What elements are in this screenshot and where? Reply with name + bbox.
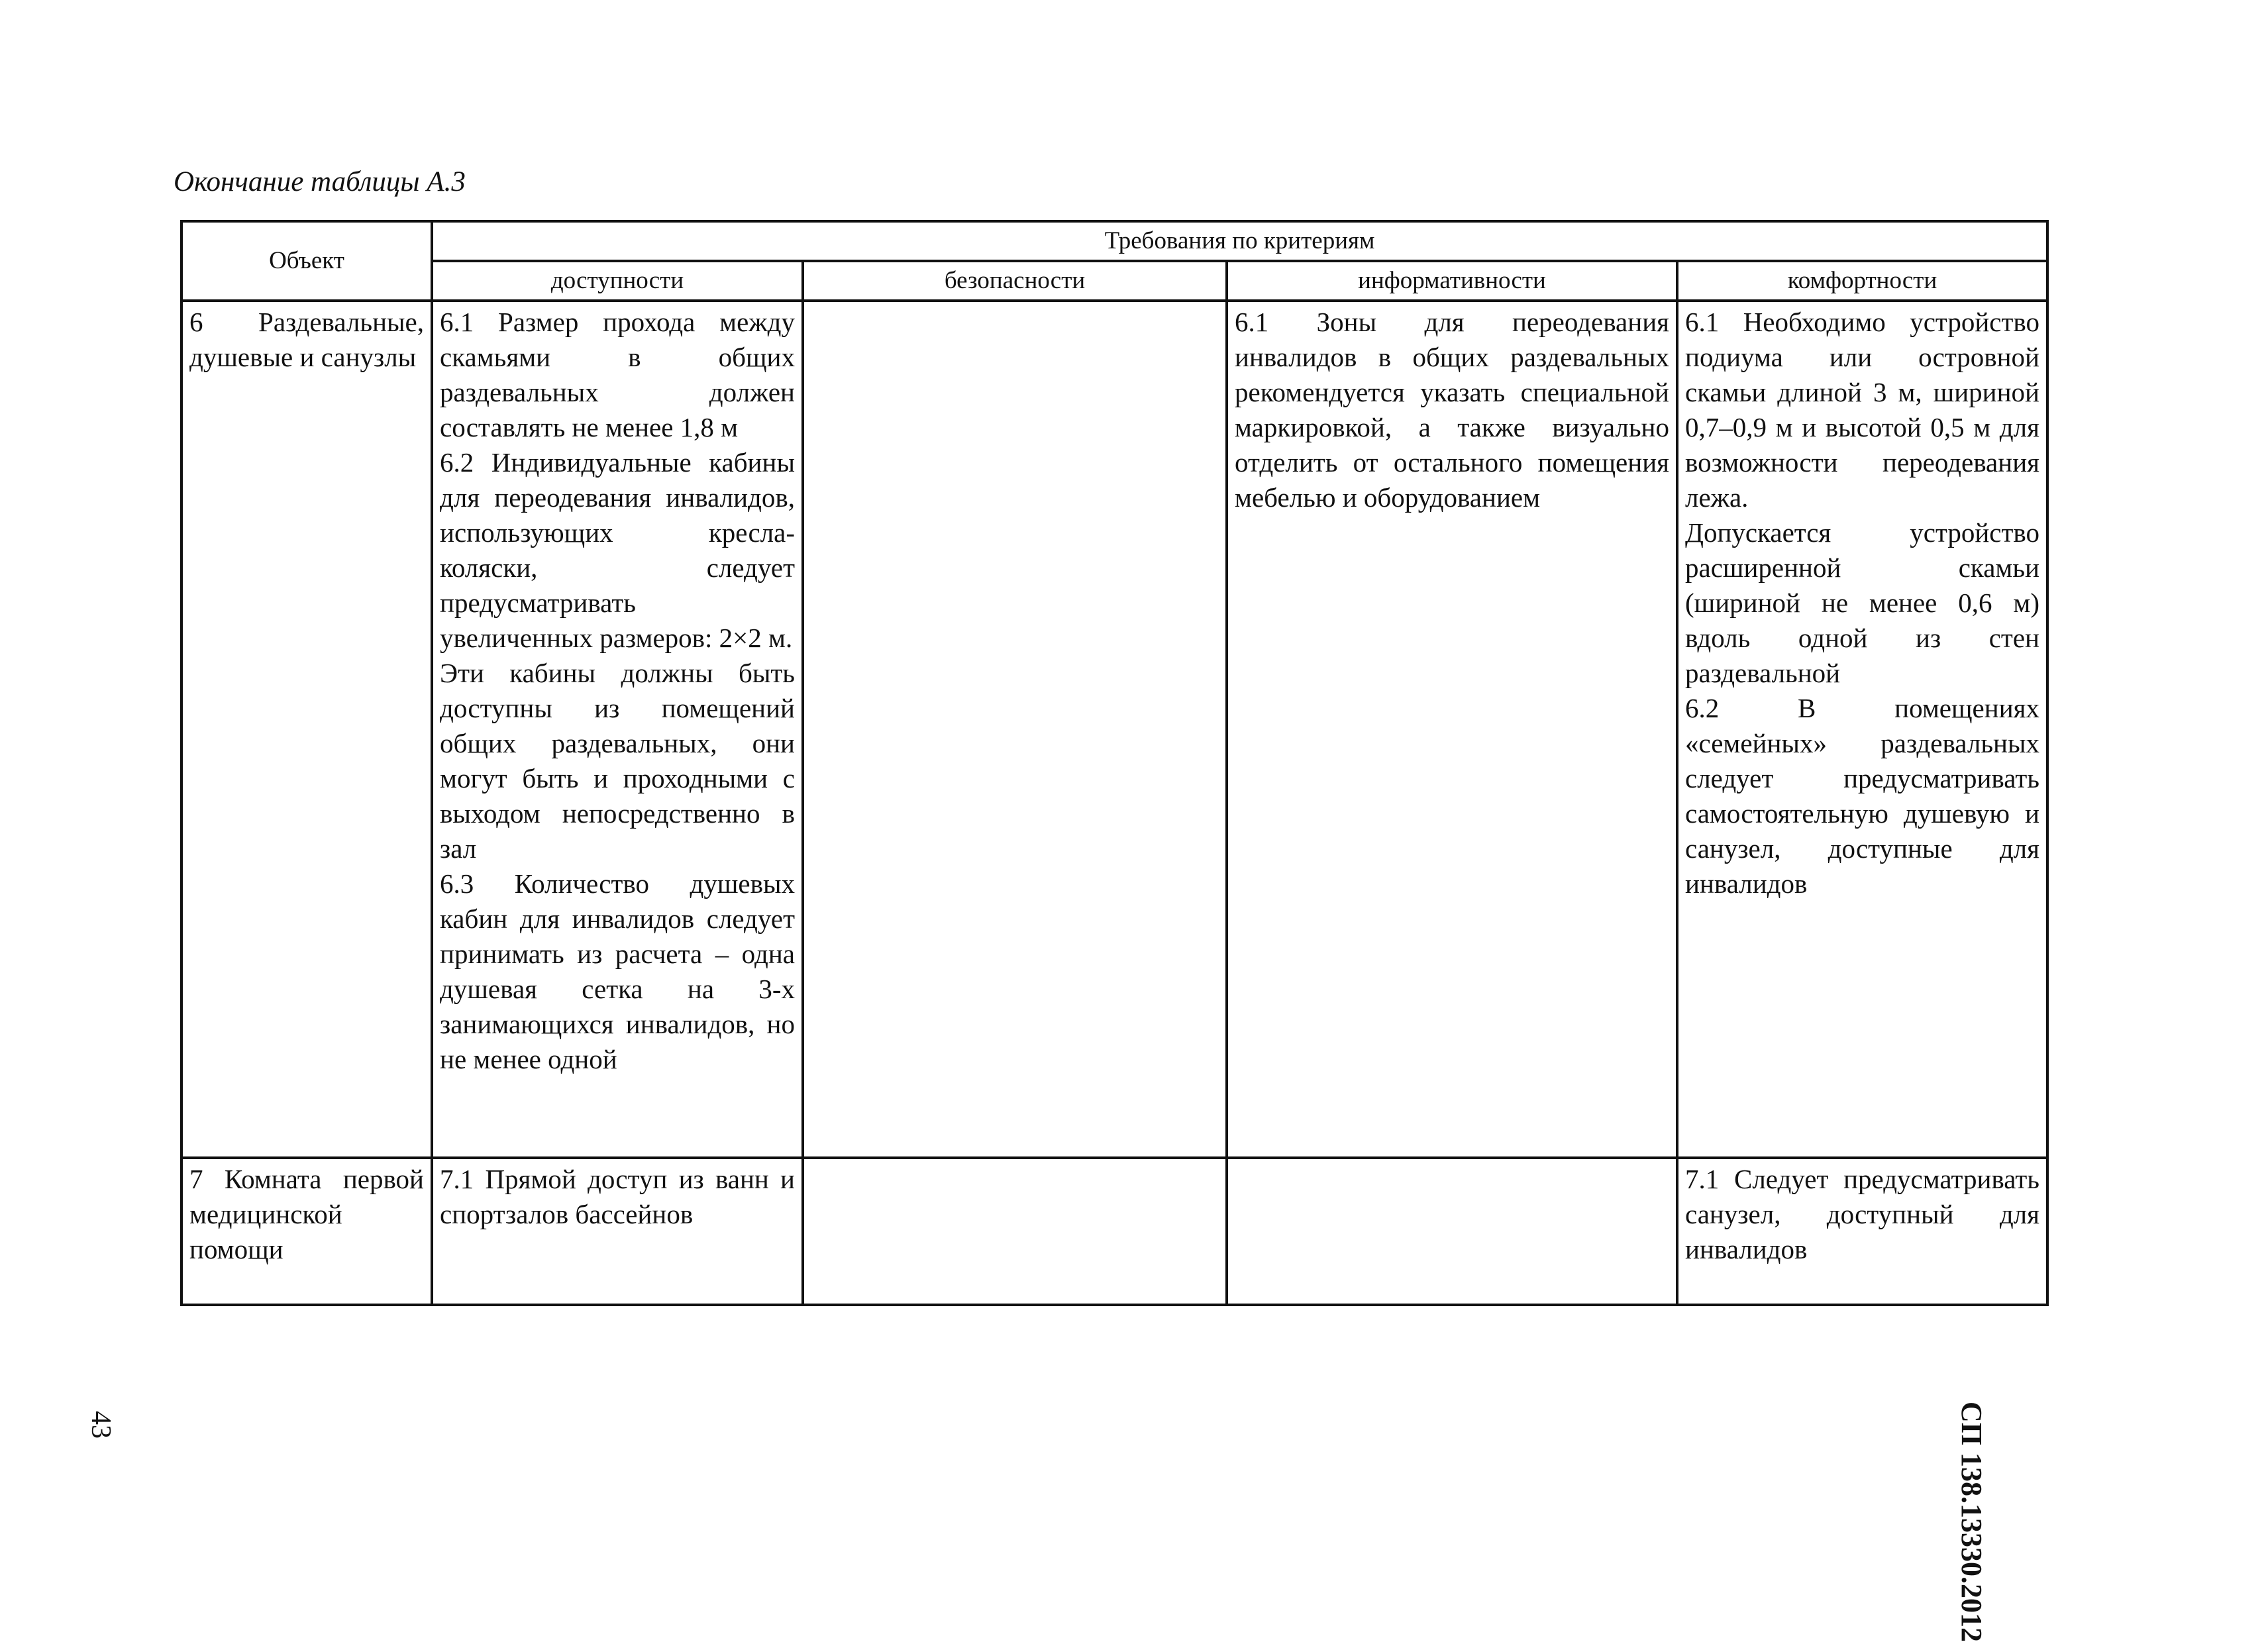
accessibility-cell: [432, 301, 803, 1158]
requirement-paragraph: 7.1 Прямой доступ из ванн и спортзалов бассейнов: [440, 1164, 795, 1229]
requirements-table: [180, 220, 2049, 1306]
requirement-paragraph: 6.2 Индивидуальные кабины для переодевания инвалидов, использующих кресла-коляски, следует предусматривать увеличенных размеров: 2×2 м.: [440, 447, 795, 653]
requirement-paragraph: 6.1 Зоны для переодевания инвалидов в общих раздевальных рекомендуется указать специальной маркировкой, а также визуально отделить от остального помещения мебелью и оборудованием: [1235, 307, 1669, 513]
header-row-top: [181, 221, 2047, 261]
requirement-paragraph: 6.1 Размер прохода между скамьями в общих раздевальных должен составлять не менее 1,8 м: [440, 307, 795, 442]
requirement-paragraph: Допускается устройство расширенной скамьи (шириной не менее 0,6 м) вдоль одной из стен раздевальной: [1685, 517, 2039, 688]
object-text: 6 Раздевальные, душевые и санузлы: [189, 307, 424, 372]
page-number: 43: [85, 1411, 116, 1439]
table-row: [181, 301, 2047, 1158]
header-row-columns: [181, 261, 2047, 301]
requirement-paragraph: 6.3 Количество душевых кабин для инвалидов следует принимать из расчета – одна душевая сетка на 3-х занимающихся инвалидов, но не менее одной: [440, 868, 795, 1074]
object-text: 7 Комната первой медицинской помощи: [189, 1164, 424, 1264]
requirement-paragraph: 6.2 В помещениях «семейных» раздевальных следует предусматривать самостоятельную душевую и санузел, доступные для инвалидов: [1685, 693, 2039, 899]
informativeness-cell: [1227, 301, 1677, 1158]
table-row: [181, 1158, 2047, 1305]
document-code: СП 138.13330.2012: [1955, 1402, 1988, 1642]
accessibility-cell: [432, 1158, 803, 1305]
object-cell: [181, 1158, 432, 1305]
requirement-paragraph: 6.1 Необходимо устройство подиума или островной скамьи длиной 3 м, шириной 0,7–0,9 м и высотой 0,5 м для возможности переодевания лежа.: [1685, 307, 2039, 513]
header-informativeness: информативности: [1227, 261, 1677, 301]
object-cell: [181, 301, 432, 1158]
informativeness-cell: [1227, 1158, 1677, 1305]
header-object: Объект: [181, 221, 432, 301]
header-comfort: комфортности: [1677, 261, 2047, 301]
requirement-paragraph: Эти кабины должны быть доступны из помещений общих раздевальных, они могут быть и проходными с выходом непосредственно в зал: [440, 658, 795, 864]
safety-cell: [803, 301, 1227, 1158]
comfort-cell: [1677, 301, 2047, 1158]
requirement-paragraph: 7.1 Следует предусматривать санузел, доступный для инвалидов: [1685, 1164, 2039, 1264]
header-requirements: Требования по критериям: [432, 221, 2047, 261]
table-caption: Окончание таблицы А.3: [174, 166, 466, 197]
comfort-cell: [1677, 1158, 2047, 1305]
safety-cell: [803, 1158, 1227, 1305]
header-safety: безопасности: [803, 261, 1227, 301]
header-accessibility: доступности: [432, 261, 803, 301]
